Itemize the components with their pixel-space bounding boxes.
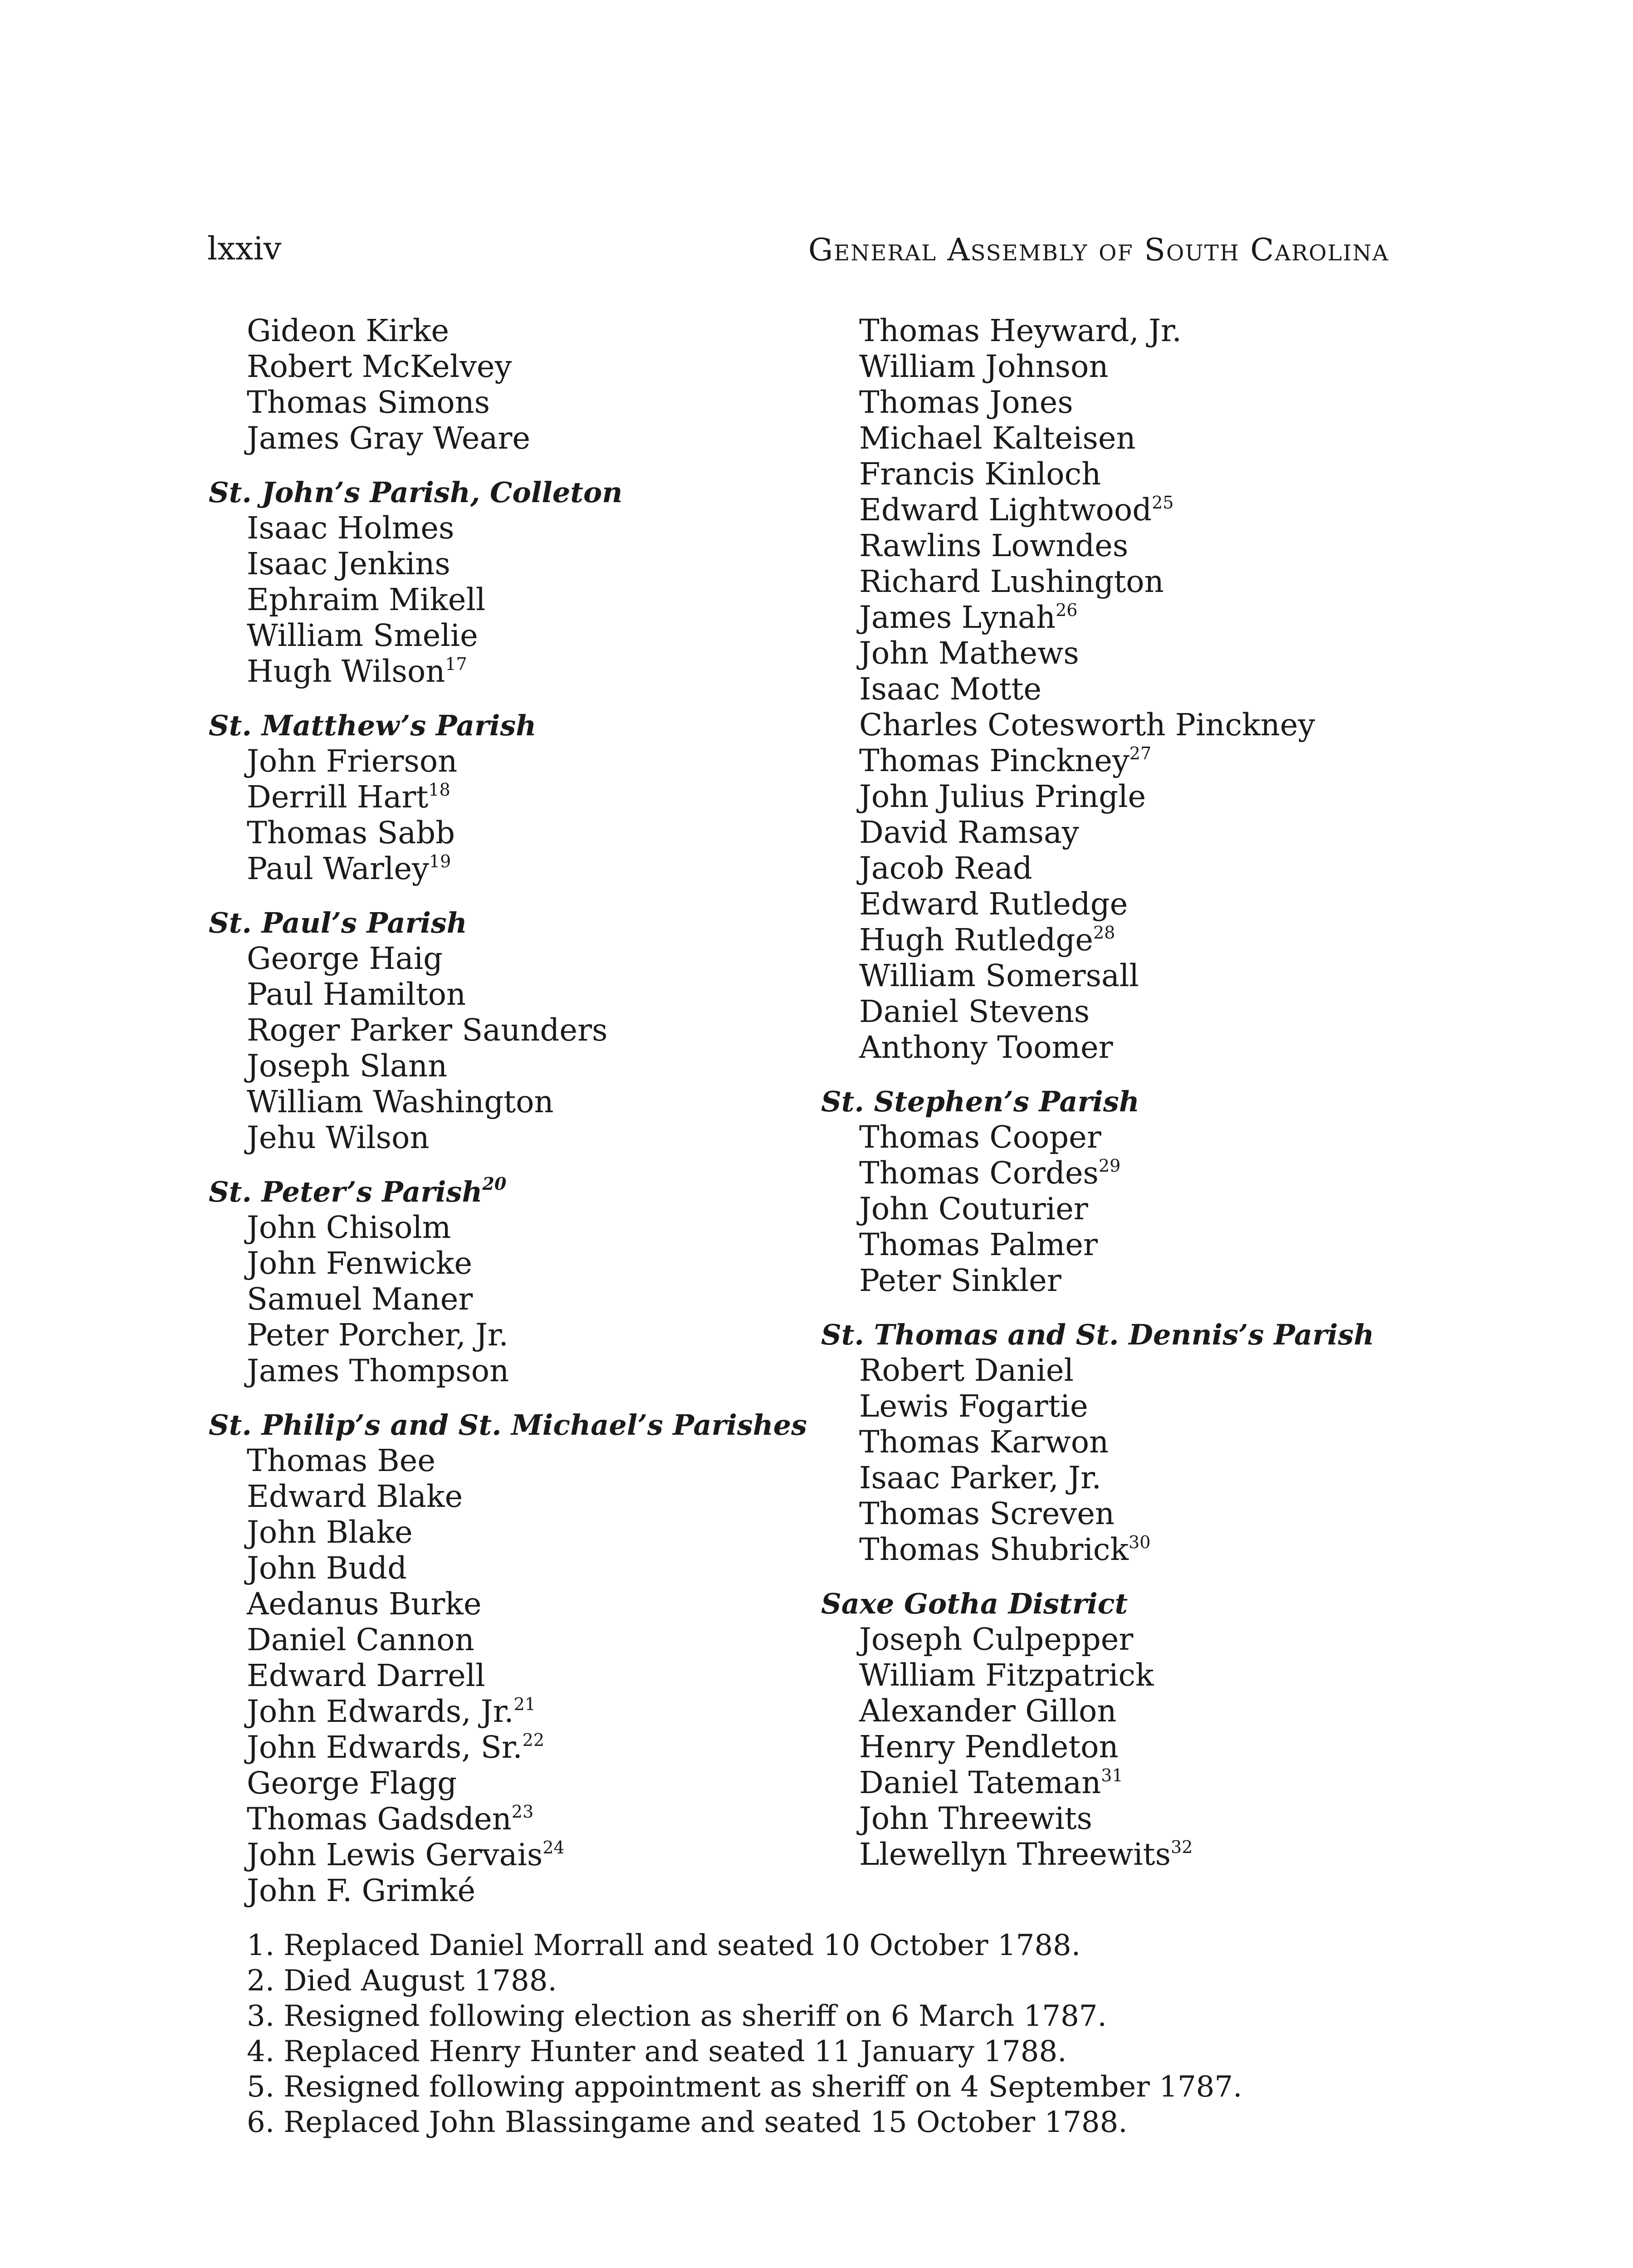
member-name: William Johnson (859, 349, 1109, 384)
parish-section (209, 905, 798, 1156)
parish-section (821, 1084, 1456, 1299)
member-name: Hugh Wilson$^{17}$ (247, 654, 467, 689)
member-name: Edward Rutledge (859, 886, 1128, 922)
parish-heading: St. Philip’s and St. Michael’s Parishes (209, 1408, 807, 1442)
member-name: Lewis Fogartie (859, 1388, 1088, 1424)
member-name: Edward Blake (247, 1479, 463, 1514)
member-name: William Fitzpatrick (859, 1657, 1154, 1693)
continued-member-list (821, 313, 1456, 1066)
parish-heading: St. Thomas and St. Dennis’s Parish (821, 1318, 1374, 1351)
member-name: James Gray Weare (247, 420, 530, 456)
member-name: Thomas Shubrick$^{30}$ (859, 1532, 1151, 1567)
member-name: Robert Daniel (859, 1353, 1074, 1388)
member-name: John Edwards, Sr.$^{22}$ (247, 1730, 545, 1765)
member-name: Francis Kinloch (859, 456, 1101, 492)
member-name: Thomas Screven (859, 1496, 1115, 1531)
member-name: John F. Grimké (247, 1873, 476, 1908)
member-name: Charles Cotesworth Pinckney (859, 707, 1315, 743)
parish-heading: St. John’s Parish, Colleton (209, 476, 623, 509)
footnotes (247, 1928, 1517, 2140)
member-name: Derrill Hart$^{18}$ (247, 779, 450, 815)
member-name: George Flagg (247, 1765, 457, 1801)
parish-section (209, 1174, 798, 1389)
member-name: Thomas Cooper (859, 1119, 1101, 1155)
member-name: Thomas Karwon (859, 1424, 1109, 1460)
member-name: Joseph Slann (247, 1048, 448, 1084)
member-name: William Somersall (859, 958, 1139, 993)
member-name: Richard Lushington (859, 564, 1164, 599)
parish-section (209, 1407, 807, 1909)
member-name: John Edwards, Jr.$^{21}$ (247, 1694, 536, 1729)
member-name: Robert McKelvey (247, 349, 512, 384)
member-name: Isaac Holmes (247, 510, 455, 546)
member-name: James Lynah$^{26}$ (859, 600, 1078, 635)
footnote: 2. Died August 1788. (247, 1964, 557, 1998)
member-name: Peter Sinkler (859, 1263, 1061, 1298)
parish-section (209, 708, 798, 887)
member-name: Paul Hamilton (247, 977, 466, 1012)
member-name: Michael Kalteisen (859, 420, 1136, 456)
member-name: John Julius Pringle (859, 779, 1146, 814)
member-name: William Washington (247, 1084, 554, 1119)
member-name: George Haig (247, 941, 443, 976)
member-name: John Chisolm (247, 1210, 451, 1245)
member-name: John Budd (247, 1550, 407, 1586)
right-column (821, 313, 1456, 1891)
parish-section (821, 1586, 1456, 1872)
member-name: Thomas Gadsden$^{23}$ (247, 1801, 534, 1837)
running-head: General Assembly of South Carolina (808, 232, 1389, 268)
member-name: John Blake (247, 1515, 413, 1550)
footnote: 4. Replaced Henry Hunter and seated 11 January 1788. (247, 2035, 1067, 2068)
member-name: Isaac Parker, Jr. (859, 1460, 1101, 1496)
footnote: 6. Replaced John Blassingame and seated 15 October 1788. (247, 2106, 1128, 2139)
member-name: John Mathews (859, 635, 1079, 671)
member-name: Peter Porcher, Jr. (247, 1317, 508, 1353)
member-name: John Fenwicke (247, 1246, 472, 1281)
member-name: John Lewis Gervais$^{24}$ (247, 1837, 565, 1872)
member-name: Aedanus Burke (247, 1586, 482, 1622)
member-name: Edward Lightwood$^{25}$ (859, 492, 1174, 528)
parish-heading: Saxe Gotha District (821, 1587, 1128, 1620)
parish-heading: St. Matthew’s Parish (209, 709, 537, 742)
member-name: Llewellyn Threewits$^{32}$ (859, 1837, 1193, 1872)
member-name: Rawlins Lowndes (859, 528, 1129, 563)
parish-heading: St. Peter’s Parish$^{20}$ (209, 1173, 507, 1208)
parish-section (821, 1317, 1456, 1568)
member-name: Joseph Culpepper (859, 1622, 1134, 1657)
member-name: Jacob Read (859, 850, 1032, 886)
parish-heading: St. Stephen’s Parish (821, 1085, 1139, 1118)
member-name: Gideon Kirke (247, 313, 450, 348)
member-name: Paul Warley$^{19}$ (247, 851, 451, 886)
member-name: Thomas Simons (247, 385, 490, 420)
page-number: lxxiv (207, 230, 282, 267)
member-name: Isaac Motte (859, 671, 1041, 707)
member-name: Thomas Bee (247, 1443, 435, 1478)
parish-heading: St. Paul’s Parish (209, 906, 467, 939)
member-name: James Thompson (247, 1353, 509, 1388)
continued-member-list (209, 313, 798, 456)
member-name: David Ramsay (859, 815, 1079, 850)
member-name: Daniel Cannon (247, 1622, 474, 1657)
member-name: Henry Pendleton (859, 1729, 1119, 1765)
member-name: Thomas Heyward, Jr. (859, 313, 1182, 348)
member-name: Isaac Jenkins (247, 546, 450, 582)
member-name: Samuel Maner (247, 1281, 473, 1317)
member-name: Hugh Rutledge$^{28}$ (859, 922, 1115, 958)
footnote: 5. Resigned following appointment as sheriff on 4 September 1787. (247, 2070, 1242, 2104)
member-name: Alexander Gillon (859, 1693, 1117, 1729)
member-name: Daniel Stevens (859, 994, 1090, 1029)
member-name: Jehu Wilson (247, 1120, 430, 1155)
member-name: Thomas Pinckney$^{27}$ (859, 743, 1152, 778)
member-name: Daniel Tateman$^{31}$ (859, 1765, 1123, 1800)
member-name: Roger Parker Saunders (247, 1012, 608, 1048)
member-name: John Frierson (247, 743, 458, 779)
member-name: Thomas Jones (859, 385, 1073, 420)
member-name: John Threewits (859, 1801, 1093, 1836)
member-name: John Couturier (859, 1191, 1088, 1227)
member-name: Ephraim Mikell (247, 582, 486, 617)
member-name: Edward Darrell (247, 1658, 485, 1693)
footnote: 3. Resigned following election as sheriff on 6 March 1787. (247, 1999, 1107, 2033)
member-name: Anthony Toomer (859, 1030, 1113, 1065)
member-name: Thomas Sabb (247, 815, 455, 850)
footnote: 1. Replaced Daniel Morrall and seated 10 October 1788. (247, 1929, 1081, 1962)
member-name: Thomas Palmer (859, 1227, 1098, 1262)
member-name: William Smelie (247, 618, 478, 653)
parish-section (209, 474, 798, 689)
left-column (209, 313, 807, 1927)
member-name: Thomas Cordes$^{29}$ (859, 1155, 1121, 1191)
